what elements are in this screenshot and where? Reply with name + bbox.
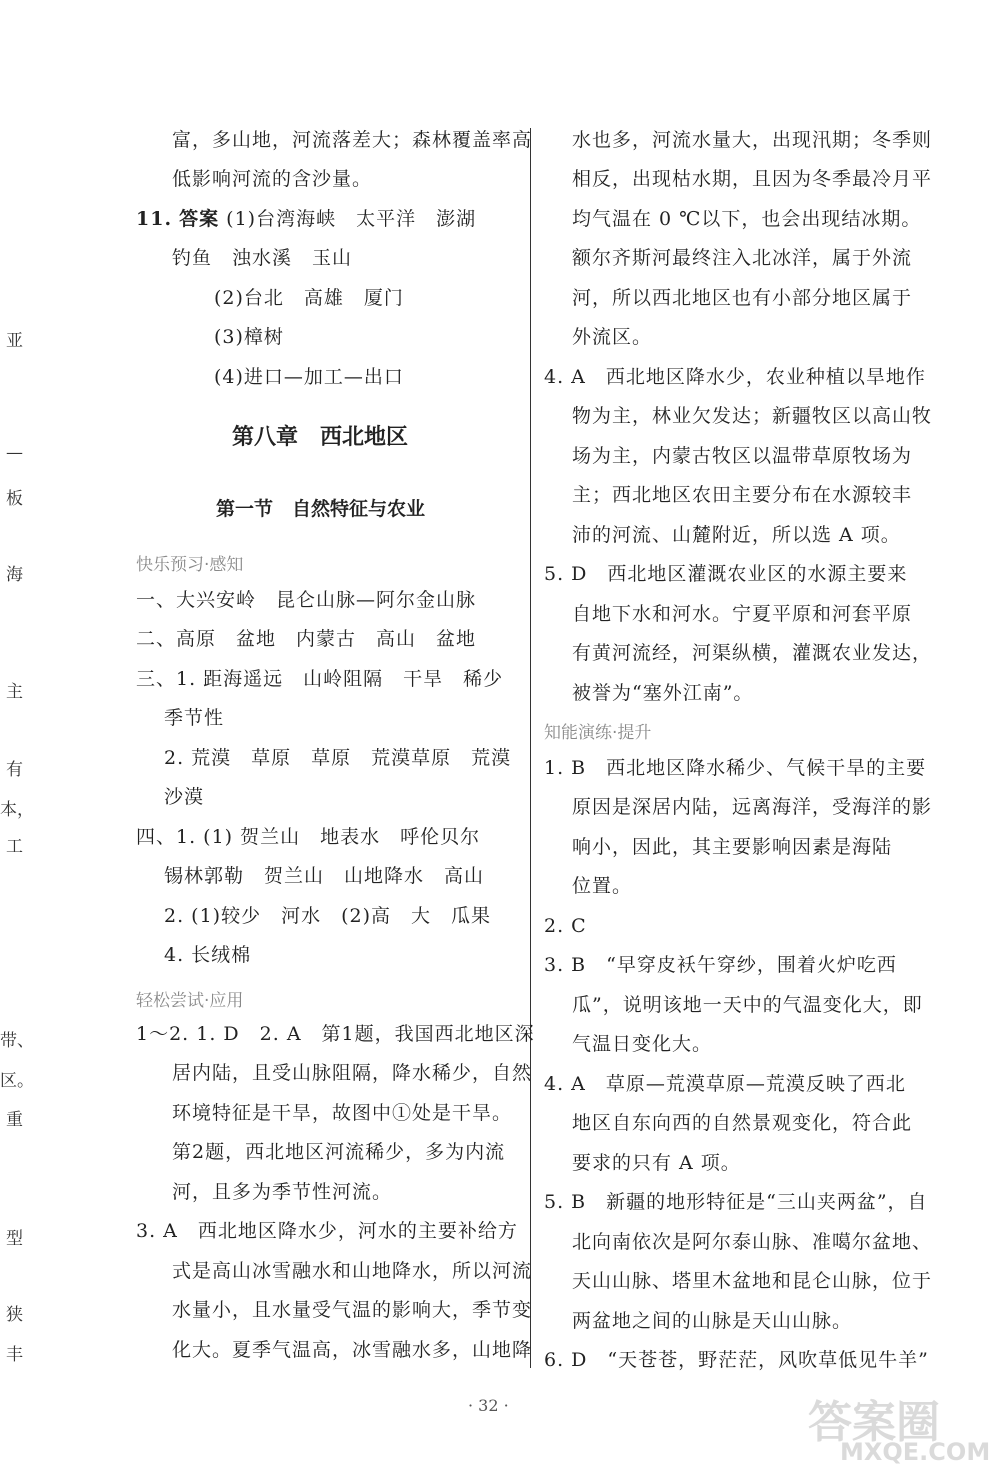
answer-line: 河，且多为季节性河流。 [172,1181,393,1203]
answer-line: 环境特征是干旱，故图中①处是干旱。 [172,1102,513,1124]
answer-line: 1～2. 1. D 2. A 第1题，我国西北地区深 [136,1023,535,1045]
section-header-try: 轻松尝试·应用 [136,991,244,1011]
answer-line: 河，所以西北地区也有小部分地区属于 [572,287,913,309]
answer-text: (1)台湾海峡 太平洋 澎湖 [226,208,477,230]
margin-fragment: 亚 [6,331,23,351]
answer-line: 居内陆，且受山脉阻隔，降水稀少，自然 [172,1062,533,1084]
answer-line: 位置。 [572,875,633,897]
answer-line: 5. D 西北地区灌溉农业区的水源主要来 [544,563,908,585]
answer-line: 4. A 西北地区降水少，农业种植以旱地作 [544,366,926,388]
answer-line: 低影响河流的含沙量。 [172,168,373,190]
answer-line: 瓜”，说明该地一天中的气温变化大，即 [572,994,923,1016]
answer-line: 天山山脉、塔里木盆地和昆仑山脉，位于 [572,1270,933,1292]
answer-line: 有黄河流经，河渠纵横，灌溉农业发达， [572,642,933,664]
answer-line: 锡林郭勒 贺兰山 山地降水 高山 [164,865,485,887]
watermark-url: MXQE.COM [840,1438,991,1466]
margin-fragment: 带、 [0,1031,34,1051]
answer-line: 5. B 新疆的地形特征是“三山夹两盆”，自 [544,1191,928,1213]
answer-line: 物为主，林业欠发达；新疆牧区以高山牧 [572,405,933,427]
column-divider [530,128,531,1368]
answer-line: 相反，出现枯水期，且因为冬季最冷月平 [572,168,933,190]
margin-fragment: 狭 [6,1305,23,1325]
answer-line: 第2题，西北地区河流稀少，多为内流 [172,1141,506,1163]
answer-line: 地区自东向西的自然景观变化，符合此 [572,1112,913,1134]
margin-fragment: 海 [6,565,23,585]
answer-line: 外流区。 [572,326,653,348]
answer-line: 自地下水和河水。宁夏平原和河套平原 [572,603,913,625]
answer-line: 一、大兴安岭 昆仑山脉—阿尔金山脉 [136,589,477,611]
answer-line: 沙漠 [164,786,205,808]
answer-line: 被誉为“塞外江南”。 [572,682,754,704]
margin-fragment: 区。 [0,1071,34,1091]
answer-line: 响小，因此，其主要影响因素是海陆 [572,836,893,858]
margin-fragment: 主 [6,682,23,702]
page-number: · 32 · [468,1396,509,1415]
answer-line: 主；西北地区农田主要分布在水源较丰 [572,484,913,506]
answer-line: 额尔齐斯河最终注入北冰洋，属于外流 [572,247,913,269]
q11-answer [136,207,476,231]
answer-line: (4)进口—加工—出口 [214,366,404,388]
answer-line: 3. A 西北地区降水少，河水的主要补给方 [136,1220,518,1242]
answer-line: 场为主，内蒙古牧区以温带草原牧场为 [572,445,913,467]
answer-line: 气温日变化大。 [572,1033,713,1055]
question-number: 11. [136,208,173,230]
answer-line: 4. 长绒棉 [164,944,252,966]
answer-line: 富，多山地，河流落差大；森林覆盖率高 [172,129,533,151]
answer-line: 水量小，且水量受气温的影响大，季节变 [172,1299,533,1321]
answer-line: 季节性 [164,707,225,729]
answer-line: 2. C [544,915,587,937]
margin-fragment: 重 [6,1110,23,1130]
answer-line: 3. B “早穿皮袄午穿纱，围着火炉吃西 [544,954,897,976]
answer-line: (2)台北 高雄 厦门 [214,287,404,309]
answer-line: 均气温在 0 ℃以下，也会出现结冰期。 [572,208,922,230]
answer-line: 要求的只有 A 项。 [572,1152,741,1174]
answer-label: 答案 [179,208,220,230]
answer-line: 1. B 西北地区降水稀少、气候干旱的主要 [544,757,927,779]
margin-fragment: 有 [6,760,23,780]
answer-line: 二、高原 盆地 内蒙古 高山 盆地 [136,628,477,650]
answer-line: (3)樟树 [214,326,284,348]
answer-line: 两盆地之间的山脉是天山山脉。 [572,1310,853,1332]
answer-line: 2. (1)较少 河水 (2)高 大 瓜果 [164,905,491,927]
answer-line: 三、1. 距海遥远 山岭阻隔 干旱 稀少 [136,668,504,690]
answer-line: 沛的河流、山麓附近，所以选 A 项。 [572,524,901,546]
margin-fragment: 本， [0,800,34,820]
answer-line: 四、1. (1) 贺兰山 地表水 呼伦贝尔 [136,826,481,848]
margin-fragment: 板 [6,489,23,509]
margin-fragment: 型 [6,1229,23,1249]
answer-line: 钓鱼 浊水溪 玉山 [172,247,353,269]
answer-line: 4. A 草原—荒漠草原—荒漠反映了西北 [544,1073,906,1095]
chapter-title: 第八章 西北地区 [232,424,409,450]
answer-line: 式是高山冰雪融水和山地降水，所以河流 [172,1260,533,1282]
answer-line: 化大。夏季气温高，冰雪融水多，山地降 [172,1339,533,1361]
margin-fragment: 工 [6,837,23,857]
answer-line: 2. 荒漠 草原 草原 荒漠草原 荒漠 [164,747,512,769]
section-header-preview: 快乐预习·感知 [136,555,244,575]
margin-fragment: — [6,443,23,463]
answer-line: 原因是深居内陆，远离海洋，受海洋的影 [572,796,933,818]
watermark-logo: 答案圈 [808,1397,940,1448]
answer-line: 北向南依次是阿尔泰山脉、准噶尔盆地、 [572,1231,933,1253]
section-header-practice: 知能演练·提升 [544,723,652,743]
answer-line: 6. D “天苍苍，野茫茫，风吹草低见牛羊” [544,1349,929,1371]
section-title: 第一节 自然特征与农业 [216,498,426,520]
margin-fragment: 丰 [6,1345,23,1365]
answer-line: 水也多，河流水量大，出现汛期；冬季则 [572,129,933,151]
